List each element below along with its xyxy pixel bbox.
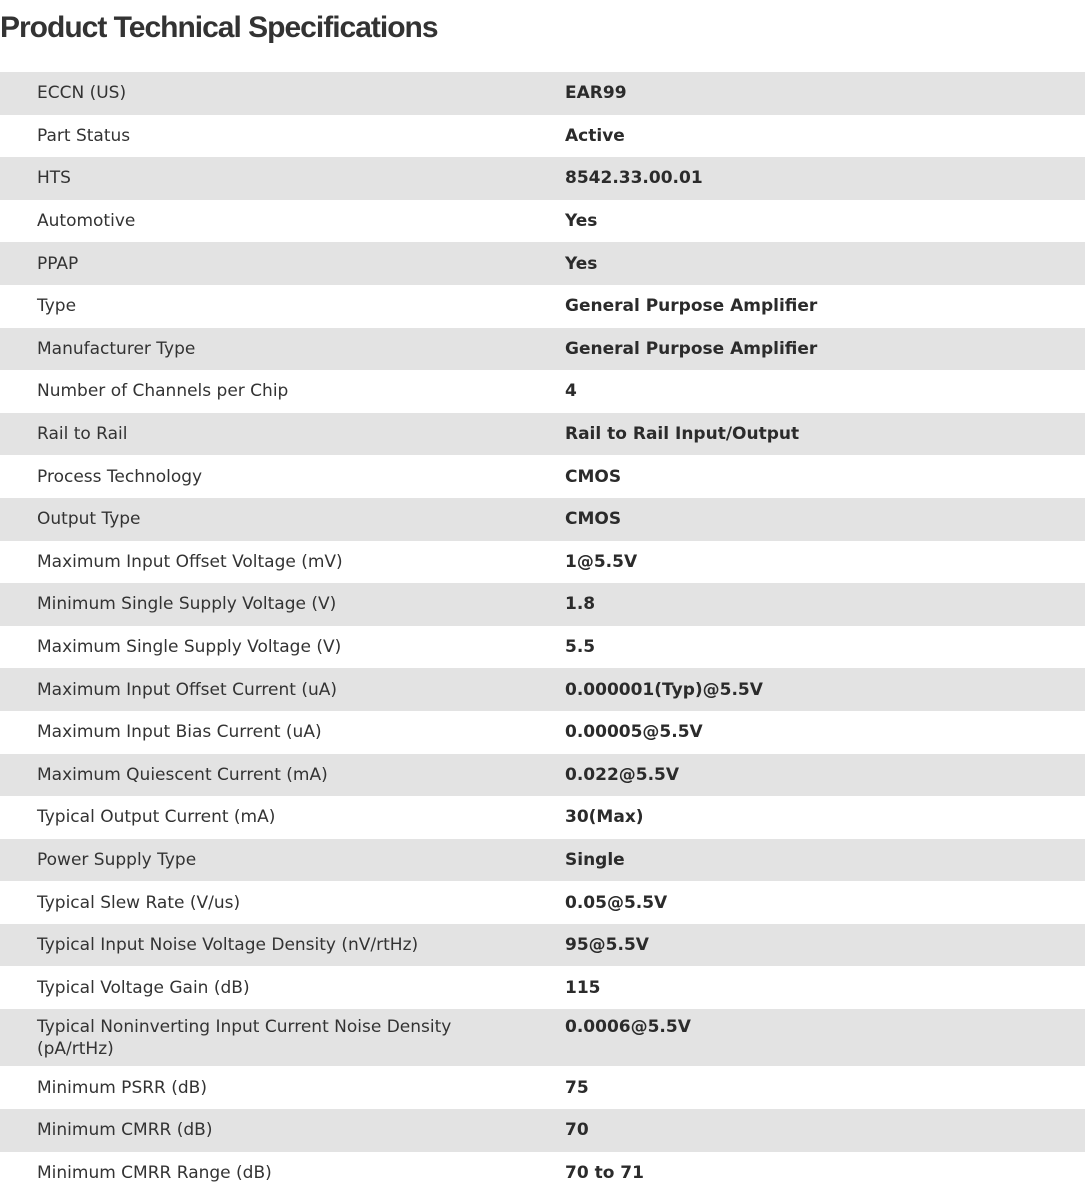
spec-value: Yes bbox=[565, 253, 598, 274]
spec-value: General Purpose Amplifier bbox=[565, 338, 818, 359]
spec-label: Part Status bbox=[37, 125, 131, 146]
spec-value: 0.000001(Typ)@5.5V bbox=[565, 679, 763, 700]
spec-value: 0.022@5.5V bbox=[565, 764, 680, 785]
spec-value: CMOS bbox=[565, 466, 622, 487]
spec-row-part-status bbox=[0, 115, 1085, 158]
spec-value: 8542.33.00.01 bbox=[565, 168, 703, 189]
spec-row-min-cmrr-range bbox=[0, 1152, 1085, 1195]
spec-value: 0.00005@5.5V bbox=[565, 722, 703, 743]
spec-value: General Purpose Amplifier bbox=[565, 296, 818, 317]
spec-value: 75 bbox=[565, 1077, 589, 1098]
spec-value: 1.8 bbox=[565, 594, 596, 615]
page-title: Product Technical Specifications bbox=[0, 11, 438, 44]
spec-value: 5.5 bbox=[565, 637, 596, 658]
spec-label: Typical Slew Rate (V/us) bbox=[37, 892, 241, 913]
spec-row-max-quiescent-current bbox=[0, 754, 1085, 797]
spec-value: 30(Max) bbox=[565, 807, 644, 828]
spec-row-input-noise-voltage-density bbox=[0, 924, 1085, 967]
spec-row-input-current-noise-density bbox=[0, 1009, 1085, 1066]
spec-row-typical-output-current bbox=[0, 796, 1085, 839]
spec-value: 115 bbox=[565, 977, 601, 998]
spec-row-typical-voltage-gain bbox=[0, 966, 1085, 1009]
spec-label: Minimum PSRR (dB) bbox=[37, 1077, 207, 1098]
spec-label: Manufacturer Type bbox=[37, 338, 196, 359]
spec-label: Maximum Input Offset Voltage (mV) bbox=[37, 551, 343, 572]
spec-row-min-cmrr bbox=[0, 1109, 1085, 1152]
spec-row-manufacturer-type bbox=[0, 328, 1085, 371]
spec-label: Process Technology bbox=[37, 466, 203, 487]
spec-label: ECCN (US) bbox=[37, 83, 127, 104]
spec-value: EAR99 bbox=[565, 83, 627, 104]
spec-row-ppap bbox=[0, 242, 1085, 285]
spec-value: 1@5.5V bbox=[565, 551, 638, 572]
spec-label: Maximum Input Offset Current (uA) bbox=[37, 679, 337, 700]
spec-value: Yes bbox=[565, 211, 598, 232]
spec-label: Minimum Single Supply Voltage (V) bbox=[37, 594, 337, 615]
spec-row-type bbox=[0, 285, 1085, 328]
spec-label: Typical Input Noise Voltage Density (nV/rtHz) bbox=[37, 935, 419, 956]
spec-label: Typical Output Current (mA) bbox=[37, 807, 276, 828]
spec-row-channels bbox=[0, 370, 1085, 413]
spec-row-power-supply-type bbox=[0, 839, 1085, 882]
spec-row-hts bbox=[0, 157, 1085, 200]
spec-row-max-single-supply-voltage bbox=[0, 626, 1085, 669]
spec-row-max-input-bias-current bbox=[0, 711, 1085, 754]
spec-row-max-input-offset-current bbox=[0, 668, 1085, 711]
spec-value: CMOS bbox=[565, 509, 622, 530]
spec-label: Maximum Single Supply Voltage (V) bbox=[37, 637, 342, 658]
spec-row-rail-to-rail bbox=[0, 413, 1085, 456]
spec-value: Active bbox=[565, 125, 625, 146]
spec-value: 95@5.5V bbox=[565, 935, 649, 956]
spec-label: Minimum CMRR (dB) bbox=[37, 1120, 213, 1141]
specs-table bbox=[0, 72, 1085, 1194]
spec-row-min-psrr bbox=[0, 1066, 1085, 1109]
spec-label: Maximum Quiescent Current (mA) bbox=[37, 764, 328, 785]
spec-label: Power Supply Type bbox=[37, 849, 197, 870]
spec-row-output-type bbox=[0, 498, 1085, 541]
spec-value: 0.05@5.5V bbox=[565, 892, 668, 913]
spec-value: 4 bbox=[565, 381, 577, 402]
spec-label: Number of Channels per Chip bbox=[37, 381, 289, 402]
spec-label: Output Type bbox=[37, 509, 141, 530]
spec-row-max-input-offset-voltage bbox=[0, 541, 1085, 584]
spec-value: Single bbox=[565, 849, 625, 870]
spec-row-typical-slew-rate bbox=[0, 881, 1085, 924]
spec-label: Automotive bbox=[37, 211, 136, 232]
spec-row-eccn bbox=[0, 72, 1085, 115]
spec-label: Minimum CMRR Range (dB) bbox=[37, 1162, 272, 1183]
spec-label: HTS bbox=[37, 168, 71, 189]
spec-value: Rail to Rail Input/Output bbox=[565, 424, 800, 445]
spec-row-min-single-supply-voltage bbox=[0, 583, 1085, 626]
spec-row-process-technology bbox=[0, 455, 1085, 498]
spec-value: 0.0006@5.5V bbox=[565, 1017, 691, 1038]
spec-label: Typical Voltage Gain (dB) bbox=[37, 977, 250, 998]
spec-value: 70 bbox=[565, 1120, 589, 1141]
spec-label: Typical Noninverting Input Current Noise Density (pA/rtHz) bbox=[37, 1017, 452, 1060]
spec-label: PPAP bbox=[37, 253, 79, 274]
spec-label: Type bbox=[37, 296, 77, 317]
spec-value: 70 to 71 bbox=[565, 1162, 644, 1183]
spec-label: Maximum Input Bias Current (uA) bbox=[37, 722, 322, 743]
spec-row-automotive bbox=[0, 200, 1085, 243]
spec-label: Rail to Rail bbox=[37, 424, 128, 445]
